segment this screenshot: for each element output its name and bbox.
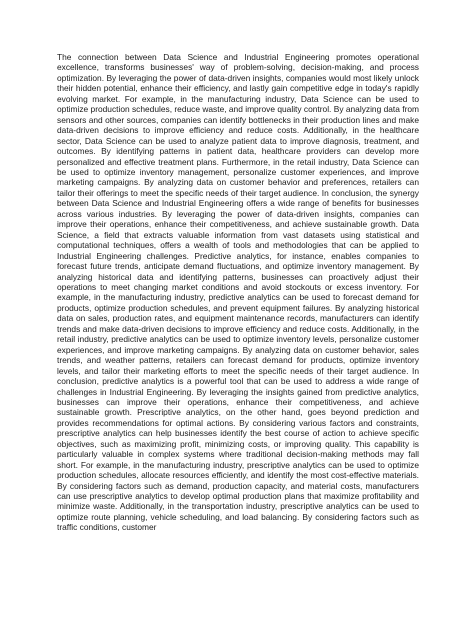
- body-paragraph: The connection between Data Science and Industrial Engineering promotes operational excellence, transforms businesses' way of problem-solving, decision-making, and process optimization. By leveraging the power of data-driven insights, companies would most likely unlock their hidden potential, enhance their efficiency, and lastly gain competitive edge in today's rapidly evolving market. For example, in the manufacturing industry, Data Science can be used to optimize production schedules, reduce waste, and improve quality control. By analyzing data from sensors and other sources, companies can identify bottlenecks in their production lines and make data-driven decisions to improve efficiency and reduce costs. Additionally, in the healthcare sector, Data Science can be used to analyze patient data to improve diagnosis, treatment, and outcomes. By identifying patterns in patient data, healthcare providers can develop more personalized and effective treatment plans. Furthermore, in the retail industry, Data Science can be used to optimize inventory management, personalize customer experiences, and improve marketing campaigns. By analyzing data on customer behavior and preferences, retailers can tailor their offerings to meet the specific needs of their target audience. In conclusion, the synergy between Data Science and Industrial Engineering offers a wide range of benefits for businesses across various industries. By leveraging the power of data-driven insights, companies can improve their operations, enhance their competitiveness, and achieve sustainable growth. Data Science, a field that extracts valuable information from vast datasets using statistical and computational techniques, offers a wealth of tools and methodologies that can be applied to Industrial Engineering challenges. Predictive analytics, for instance, enables companies to forecast future trends, anticipate demand fluctuations, and optimize inventory management. By analyzing historical data and identifying patterns, businesses can proactively adjust their operations to meet changing market conditions and avoid stockouts or excess inventory. For example, in the manufacturing industry, predictive analytics can be used to forecast demand for products, optimize production schedules, and prevent equipment failures. By analyzing historical data on sales, production rates, and equipment maintenance records, manufacturers can identify trends and make data-driven decisions to improve efficiency and reduce costs. Additionally, in the retail industry, predictive analytics can be used to optimize inventory levels, personalize customer experiences, and improve marketing campaigns. By analyzing data on customer behavior, sales trends, and weather patterns, retailers can forecast demand for products, optimize inventory levels, and tailor their marketing efforts to meet the specific needs of their target audience. In conclusion, predictive analytics is a powerful tool that can be used to address a wide range of challenges in Industrial Engineering. By leveraging the insights gained from predictive analytics, businesses can improve their operations, enhance their competitiveness, and achieve sustainable growth. Prescriptive analytics, on the other hand, goes beyond prediction and provides recommendations for optimal actions. By considering various factors and constraints, prescriptive analytics can help businesses identify the best course of action to achieve specific objectives, such as maximizing profit, minimizing costs, or improving quality. This capability is particularly valuable in complex systems where traditional decision-making methods may fall short. For example, in the manufacturing industry, prescriptive analytics can be used to optimize production schedules, allocate resources efficiently, and identify the most cost-effective materials. By considering factors such as demand, production capacity, and material costs, manufacturers can use prescriptive analytics to develop optimal production plans that maximize profitability and minimize waste. Additionally, in the transportation industry, prescriptive analytics can be used to optimize route planning, vehicle scheduling, and load balancing. By considering factors such as traffic conditions, customer: [57, 52, 419, 533]
